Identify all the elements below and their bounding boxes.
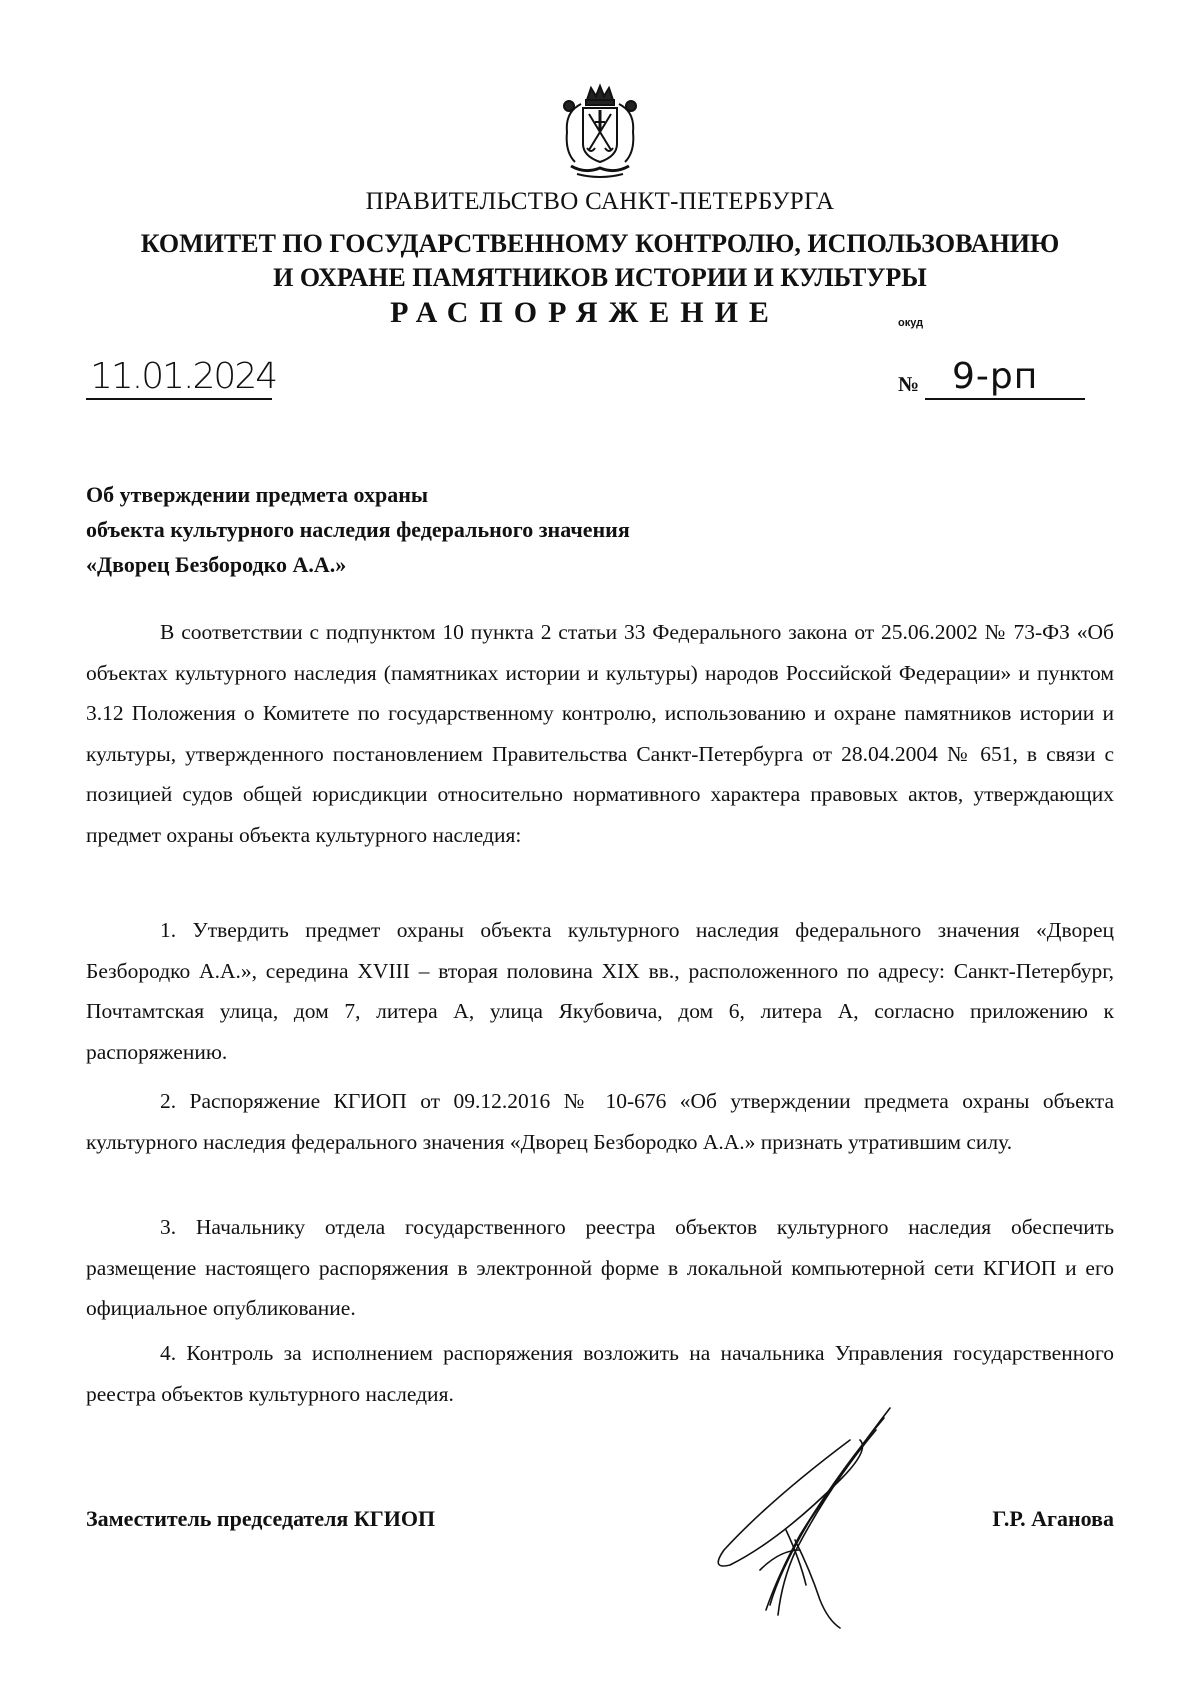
committee-name (0, 227, 1200, 295)
item-1-text: 1. Утвердить предмет охраны объекта культурного наследия федерального значения «Дворец Безбородко А.А.», середина XVIII – вторая половина XIX вв., расположенного по адресу: Санкт-Петербург, Почтамтская улица, дом 7, литера А, улица Якубовича, дом 6, литера А, согласно приложению к распоряжению. (86, 918, 1114, 1064)
item-2-text: 2. Распоряжение КГИОП от 09.12.2016 № 10-676 «Об утверждении предмета охраны объекта культурного наследия федерального значения «Дворец Безбородко А.А.» признать утратившим силу. (86, 1089, 1114, 1154)
document-number: 9-рп (952, 356, 1039, 397)
item-3-text: 3. Начальнику отдела государственного реестра объектов культурного наследия обеспечить размещение настоящего распоряжения в электронной форме в локальной компьютерной сети КГИОП и его официальное опубликование. (86, 1215, 1114, 1320)
document-type-title: РАСПОРЯЖЕНИЕ (390, 296, 780, 329)
item-4-paragraph (86, 1333, 1114, 1414)
preamble-paragraph (86, 612, 1114, 855)
committee-name-line1: КОМИТЕТ ПО ГОСУДАРСТВЕННОМУ КОНТРОЛЮ, ИСПОЛЬЗОВАНИЮ (140, 229, 1060, 258)
number-label: № (898, 372, 920, 396)
number-underline (925, 398, 1085, 400)
handwritten-signature-icon (700, 1400, 910, 1630)
subject-line1: Об утверждении предмета охраны (86, 482, 429, 507)
committee-name-line2: И ОХРАНЕ ПАМЯТНИКОВ ИСТОРИИ И КУЛЬТУРЫ (273, 263, 927, 292)
coat-of-arms-icon (555, 82, 645, 182)
preamble-text: В соответствии с подпунктом 10 пункта 2 статьи 33 Федерального закона от 25.06.2002 № 73-ФЗ «Об объектах культурного наследия (памятниках истории и культуры) народов Российской Федерации» и пунктом 3.12 Положения о Комитете по государственному контролю, использованию и охране памятников истории и культуры, утвержденного постановлением Правительства Санкт-Петербурга от 28.04.2004 № 651, в связи с позицией судов общей юрисдикции относительно нормативного характера правовых актов, утверждающих предмет охраны объекта культурного наследия: (86, 620, 1114, 847)
signer-name: Г.Р. Аганова (992, 1506, 1114, 1531)
okud-label: окуд (898, 317, 924, 329)
document-date: 11.01.2024 (90, 356, 277, 397)
item-2-paragraph (86, 1081, 1114, 1162)
date-underline (86, 398, 272, 400)
government-name: ПРАВИТЕЛЬСТВО САНКТ-ПЕТЕРБУРГА (365, 188, 835, 215)
item-3-paragraph (86, 1207, 1114, 1329)
subject-line2: объекта культурного наследия федерального значения (86, 517, 630, 542)
document-subject (86, 477, 630, 582)
item-1-paragraph (86, 910, 1114, 1072)
subject-line3: «Дворец Безбородко А.А.» (86, 552, 347, 577)
signer-position: Заместитель председателя КГИОП (86, 1506, 436, 1531)
item-4-text: 4. Контроль за исполнением распоряжения возложить на начальника Управления государственного реестра объектов культурного наследия. (86, 1341, 1114, 1406)
